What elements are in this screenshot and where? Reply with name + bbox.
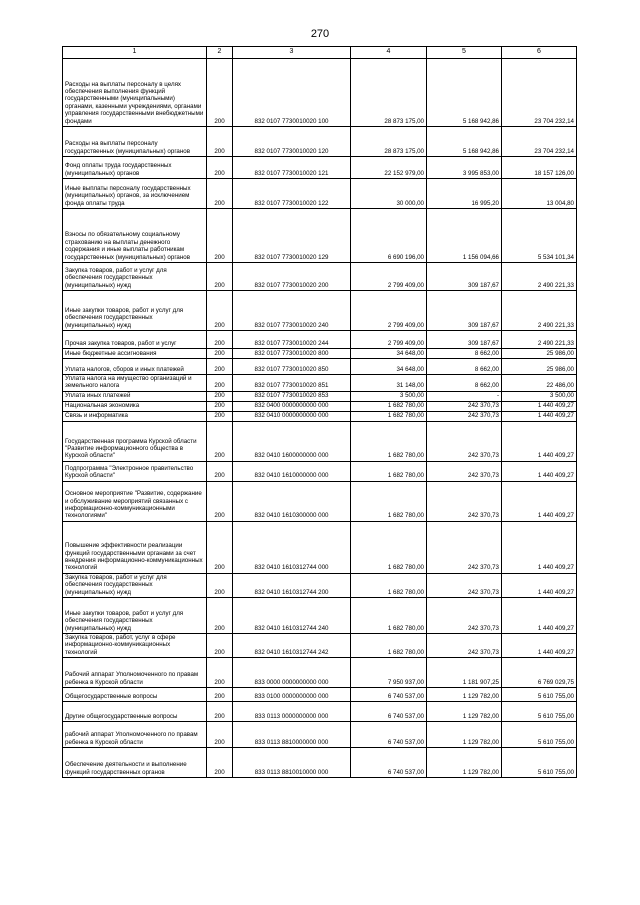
- table-row: [63, 157, 577, 179]
- page-number: 270: [310, 28, 330, 40]
- row-name: Уплата налогов, сборов и иных платежей: [63, 359, 207, 375]
- row-approved-amount: 2 799 409,00: [351, 331, 427, 349]
- row-unexecuted-amount: 1 440 409,27: [502, 461, 577, 481]
- row-unexecuted-amount: 5 610 755,00: [502, 722, 577, 748]
- row-line-code: 200: [207, 59, 233, 127]
- row-name: Фонд оплаты труда государственных (муниципальных) органов: [63, 157, 207, 179]
- row-executed-amount: 242 370,73: [427, 411, 502, 421]
- row-budget-classification: 832 0410 1610000000 000: [233, 461, 351, 481]
- row-executed-amount: 5 168 942,86: [427, 127, 502, 157]
- row-line-code: 200: [207, 748, 233, 778]
- row-name: Государственная программа Курской области "Развитие информационного общества в Курской области": [63, 421, 207, 461]
- row-approved-amount: 34 648,00: [351, 349, 427, 359]
- row-budget-classification: 832 0107 7730010020 121: [233, 157, 351, 179]
- row-approved-amount: 1 682 780,00: [351, 411, 427, 421]
- row-name: Расходы на выплаты персоналу государственных (муниципальных) органов: [63, 127, 207, 157]
- row-name: Подпрограмма "Электронное правительство Курской области": [63, 461, 207, 481]
- table-row: [63, 461, 577, 481]
- table-row: [63, 349, 577, 359]
- table-row: [63, 411, 577, 421]
- row-budget-classification: 833 0100 0000000000 000: [233, 688, 351, 702]
- table-row: [63, 748, 577, 778]
- table-row: [63, 634, 577, 658]
- row-line-code: 200: [207, 263, 233, 291]
- row-approved-amount: 28 873 175,00: [351, 127, 427, 157]
- column-header-2: 2: [207, 47, 233, 59]
- row-budget-classification: 832 0107 7730010020 850: [233, 359, 351, 375]
- row-line-code: 200: [207, 127, 233, 157]
- row-budget-classification: 832 0107 7730010020 240: [233, 291, 351, 331]
- row-approved-amount: 6 740 537,00: [351, 702, 427, 722]
- row-approved-amount: 1 682 780,00: [351, 634, 427, 658]
- row-approved-amount: 2 799 409,00: [351, 291, 427, 331]
- table-row: [63, 688, 577, 702]
- row-budget-classification: 832 0400 0000000000 000: [233, 401, 351, 411]
- row-line-code: 200: [207, 179, 233, 209]
- row-name: рабочий аппарат Уполномоченного по правам ребенка в Курской области: [63, 722, 207, 748]
- row-line-code: 200: [207, 658, 233, 688]
- table-body: [63, 47, 577, 778]
- column-number-row: [63, 47, 577, 59]
- table-row: [63, 209, 577, 263]
- row-executed-amount: 242 370,73: [427, 521, 502, 573]
- table-row: [63, 375, 577, 392]
- row-approved-amount: 1 682 780,00: [351, 461, 427, 481]
- row-executed-amount: 1 181 907,25: [427, 658, 502, 688]
- row-unexecuted-amount: 25 986,00: [502, 359, 577, 375]
- table-row: [63, 658, 577, 688]
- row-unexecuted-amount: 1 440 409,27: [502, 598, 577, 634]
- row-name: Рабочий аппарат Уполномоченного по правам ребенка в Курской области: [63, 658, 207, 688]
- row-approved-amount: 2 799 409,00: [351, 263, 427, 291]
- row-name: Иные закупки товаров, работ и услуг для обеспечения государственных (муниципальных) нужд: [63, 598, 207, 634]
- row-executed-amount: 16 995,20: [427, 179, 502, 209]
- row-name: Общегосударственные вопросы: [63, 688, 207, 702]
- table-row: [63, 598, 577, 634]
- row-line-code: 200: [207, 521, 233, 573]
- table-row: [63, 59, 577, 127]
- row-name: Уплата иных платежей: [63, 391, 207, 401]
- row-unexecuted-amount: 23 704 232,14: [502, 127, 577, 157]
- row-budget-classification: 832 0410 1610312744 240: [233, 598, 351, 634]
- row-line-code: 200: [207, 401, 233, 411]
- budget-execution-table: [62, 46, 577, 778]
- row-unexecuted-amount: 1 440 409,27: [502, 411, 577, 421]
- row-line-code: 200: [207, 349, 233, 359]
- row-budget-classification: 833 0113 8810000000 000: [233, 722, 351, 748]
- row-budget-classification: 832 0107 7730010020 244: [233, 331, 351, 349]
- row-unexecuted-amount: 2 490 221,33: [502, 331, 577, 349]
- row-executed-amount: 1 129 782,00: [427, 702, 502, 722]
- row-unexecuted-amount: 5 610 755,00: [502, 748, 577, 778]
- row-approved-amount: 1 682 780,00: [351, 521, 427, 573]
- row-name: Уплата налога на имущество организаций и земельного налога: [63, 375, 207, 392]
- table-row: [63, 291, 577, 331]
- row-unexecuted-amount: 13 004,80: [502, 179, 577, 209]
- row-line-code: 200: [207, 481, 233, 521]
- row-line-code: 200: [207, 722, 233, 748]
- column-header-4: 4: [351, 47, 427, 59]
- row-approved-amount: 1 682 780,00: [351, 481, 427, 521]
- row-line-code: 200: [207, 359, 233, 375]
- row-unexecuted-amount: 5 610 755,00: [502, 702, 577, 722]
- row-executed-amount: 1 129 782,00: [427, 722, 502, 748]
- row-approved-amount: 1 682 780,00: [351, 401, 427, 411]
- row-executed-amount: 3 995 853,00: [427, 157, 502, 179]
- row-line-code: 200: [207, 461, 233, 481]
- row-name: Другие общегосударственные вопросы: [63, 702, 207, 722]
- row-name: Закупка товаров, работ и услуг для обеспечения государственных (муниципальных) нужд: [63, 573, 207, 597]
- row-line-code: 200: [207, 411, 233, 421]
- row-budget-classification: 832 0107 7730010020 100: [233, 59, 351, 127]
- table-row: [63, 521, 577, 573]
- table-row: [63, 359, 577, 375]
- row-executed-amount: 309 187,67: [427, 263, 502, 291]
- row-executed-amount: 5 168 942,86: [427, 59, 502, 127]
- row-line-code: 200: [207, 634, 233, 658]
- row-approved-amount: 30 000,00: [351, 179, 427, 209]
- row-approved-amount: 1 682 780,00: [351, 421, 427, 461]
- row-name: Прочая закупка товаров, работ и услуг: [63, 331, 207, 349]
- row-unexecuted-amount: 25 986,00: [502, 349, 577, 359]
- row-name: Связь и информатика: [63, 411, 207, 421]
- table-row: [63, 702, 577, 722]
- row-approved-amount: 6 740 537,00: [351, 722, 427, 748]
- row-executed-amount: 242 370,73: [427, 481, 502, 521]
- row-unexecuted-amount: 3 500,00: [502, 391, 577, 401]
- row-executed-amount: 242 370,73: [427, 634, 502, 658]
- row-budget-classification: 832 0107 7730010020 800: [233, 349, 351, 359]
- row-name: Повышение эффективности реализации функций государственными органами за счет внедрения информационно-коммуникационных технологий: [63, 521, 207, 573]
- row-executed-amount: 242 370,73: [427, 573, 502, 597]
- table-row: [63, 391, 577, 401]
- row-approved-amount: 31 148,00: [351, 375, 427, 392]
- row-line-code: 200: [207, 375, 233, 392]
- row-executed-amount: 1 156 094,66: [427, 209, 502, 263]
- row-name: Иные бюджетные ассигнования: [63, 349, 207, 359]
- row-approved-amount: 1 682 780,00: [351, 598, 427, 634]
- row-line-code: 200: [207, 688, 233, 702]
- row-name: Закупка товаров, работ и услуг для обеспечения государственных (муниципальных) нужд: [63, 263, 207, 291]
- table-row: [63, 331, 577, 349]
- row-name: Расходы на выплаты персоналу в целях обеспечения выполнения функций государственными (муниципальными) органами, казенными учреждениями, органами управления государственными внебюджетными фондами: [63, 59, 207, 127]
- row-executed-amount: 309 187,67: [427, 291, 502, 331]
- row-budget-classification: 832 0107 7730010020 129: [233, 209, 351, 263]
- row-name: Иные закупки товаров, работ и услуг для обеспечения государственных (муниципальных) нужд: [63, 291, 207, 331]
- table-row: [63, 421, 577, 461]
- row-budget-classification: 832 0107 7730010020 200: [233, 263, 351, 291]
- row-name: Обеспечение деятельности и выполнение функций государственных органов: [63, 748, 207, 778]
- row-unexecuted-amount: 1 440 409,27: [502, 573, 577, 597]
- row-approved-amount: 6 740 537,00: [351, 688, 427, 702]
- row-executed-amount: 242 370,73: [427, 598, 502, 634]
- table-row: [63, 127, 577, 157]
- row-approved-amount: 7 950 937,00: [351, 658, 427, 688]
- row-executed-amount: 242 370,73: [427, 461, 502, 481]
- row-unexecuted-amount: 23 704 232,14: [502, 59, 577, 127]
- table-row: [63, 401, 577, 411]
- column-header-5: 5: [427, 47, 502, 59]
- row-unexecuted-amount: 2 490 221,33: [502, 263, 577, 291]
- row-executed-amount: 1 129 782,00: [427, 748, 502, 778]
- row-budget-classification: 832 0410 1610312744 200: [233, 573, 351, 597]
- row-line-code: 200: [207, 702, 233, 722]
- row-unexecuted-amount: 1 440 409,27: [502, 421, 577, 461]
- row-approved-amount: 6 690 196,00: [351, 209, 427, 263]
- row-budget-classification: 832 0410 1610312744 000: [233, 521, 351, 573]
- row-line-code: 200: [207, 573, 233, 597]
- row-unexecuted-amount: 6 769 029,75: [502, 658, 577, 688]
- row-approved-amount: 6 740 537,00: [351, 748, 427, 778]
- row-budget-classification: 832 0410 1610312744 242: [233, 634, 351, 658]
- row-unexecuted-amount: 1 440 409,27: [502, 401, 577, 411]
- row-name: Национальная экономика: [63, 401, 207, 411]
- row-budget-classification: 833 0000 0000000000 000: [233, 658, 351, 688]
- row-executed-amount: 8 662,00: [427, 349, 502, 359]
- row-unexecuted-amount: 1 440 409,27: [502, 521, 577, 573]
- table-row: [63, 722, 577, 748]
- row-executed-amount: -: [427, 391, 502, 401]
- row-unexecuted-amount: 2 490 221,33: [502, 291, 577, 331]
- row-budget-classification: 832 0410 1610300000 000: [233, 481, 351, 521]
- row-budget-classification: 832 0107 7730010020 120: [233, 127, 351, 157]
- row-line-code: 200: [207, 421, 233, 461]
- row-line-code: 200: [207, 331, 233, 349]
- row-approved-amount: 28 873 175,00: [351, 59, 427, 127]
- row-budget-classification: 833 0113 8810010000 000: [233, 748, 351, 778]
- row-approved-amount: 34 648,00: [351, 359, 427, 375]
- row-budget-classification: 833 0113 0000000000 000: [233, 702, 351, 722]
- column-header-1: 1: [63, 47, 207, 59]
- row-executed-amount: 309 187,67: [427, 331, 502, 349]
- row-line-code: 200: [207, 291, 233, 331]
- row-unexecuted-amount: 5 610 755,00: [502, 688, 577, 702]
- row-name: Иные выплаты персоналу государственных (муниципальных) органов, за исключением фонда оплаты труда: [63, 179, 207, 209]
- row-unexecuted-amount: 1 440 409,27: [502, 481, 577, 521]
- row-approved-amount: 22 152 979,00: [351, 157, 427, 179]
- row-executed-amount: 8 662,00: [427, 375, 502, 392]
- column-header-6: 6: [502, 47, 577, 59]
- table-row: [63, 179, 577, 209]
- row-line-code: 200: [207, 391, 233, 401]
- row-unexecuted-amount: 5 534 101,34: [502, 209, 577, 263]
- row-executed-amount: 1 129 782,00: [427, 688, 502, 702]
- row-line-code: 200: [207, 209, 233, 263]
- column-header-3: 3: [233, 47, 351, 59]
- row-approved-amount: 1 682 780,00: [351, 573, 427, 597]
- row-unexecuted-amount: 18 157 126,00: [502, 157, 577, 179]
- row-unexecuted-amount: 1 440 409,27: [502, 634, 577, 658]
- row-executed-amount: 242 370,73: [427, 401, 502, 411]
- table-row: [63, 573, 577, 597]
- row-budget-classification: 832 0410 0000000000 000: [233, 411, 351, 421]
- row-approved-amount: 3 500,00: [351, 391, 427, 401]
- row-unexecuted-amount: 22 486,00: [502, 375, 577, 392]
- table-row: [63, 481, 577, 521]
- row-name: Взносы по обязательному социальному страхованию на выплаты денежного содержания и иные выплаты работникам государственных (муниципальных) органов: [63, 209, 207, 263]
- row-executed-amount: 8 662,00: [427, 359, 502, 375]
- row-name: Закупка товаров, работ, услуг в сфере информационно-коммуникационных технологий: [63, 634, 207, 658]
- row-executed-amount: 242 370,73: [427, 421, 502, 461]
- row-line-code: 200: [207, 157, 233, 179]
- row-name: Основное мероприятие "Развитие, содержание и обслуживание мероприятий связанных с информационно-коммуникационными технологиями": [63, 481, 207, 521]
- table-row: [63, 263, 577, 291]
- row-budget-classification: 832 0107 7730010020 853: [233, 391, 351, 401]
- row-budget-classification: 832 0410 1600000000 000: [233, 421, 351, 461]
- row-budget-classification: 832 0107 7730010020 851: [233, 375, 351, 392]
- row-budget-classification: 832 0107 7730010020 122: [233, 179, 351, 209]
- row-line-code: 200: [207, 598, 233, 634]
